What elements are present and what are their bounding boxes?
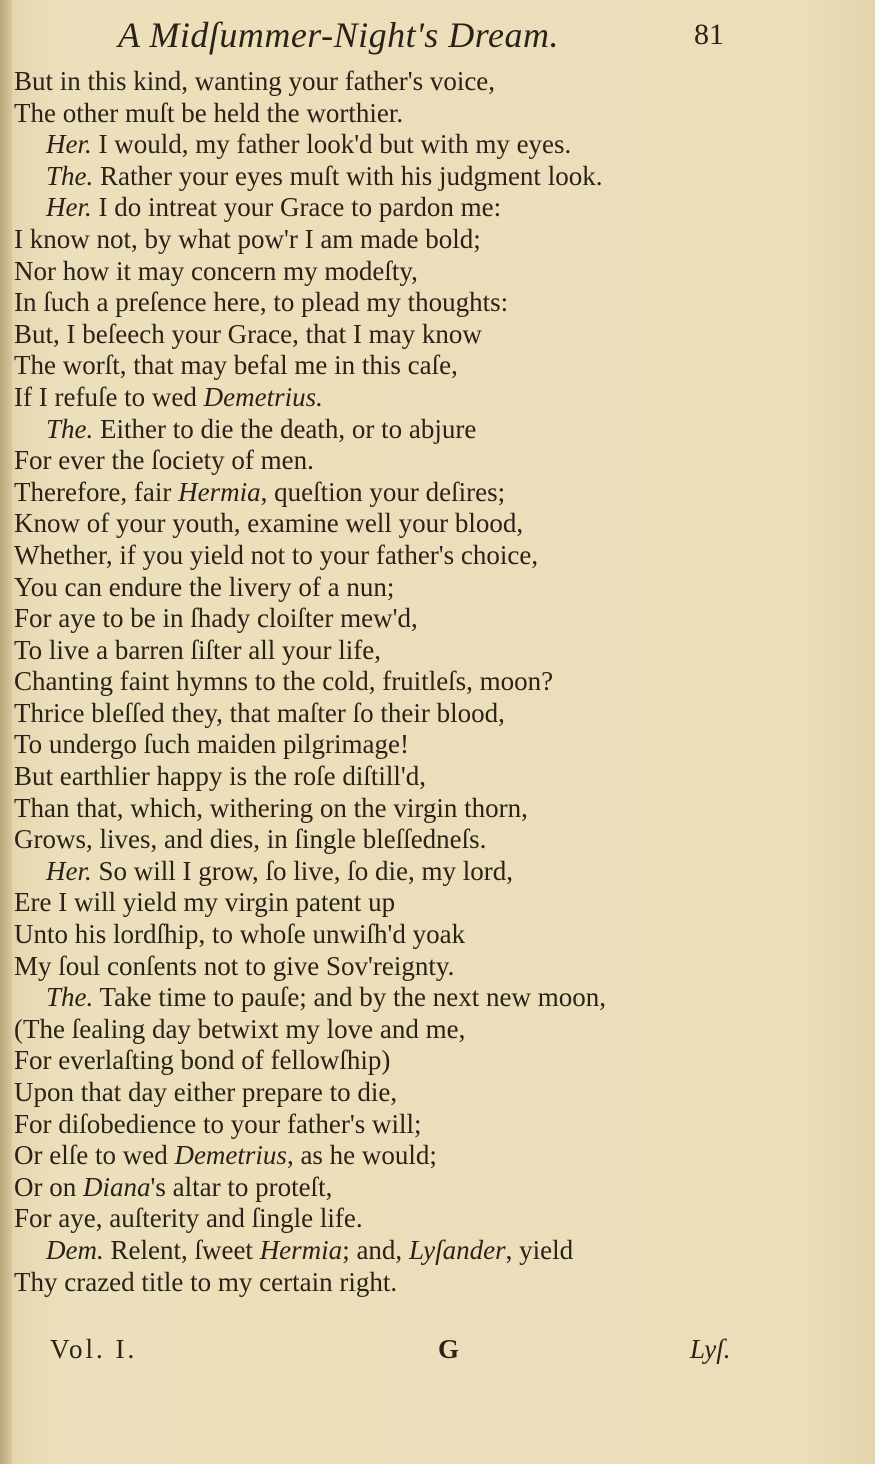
line-text: I know not, by what pow'r I am made bold; [14, 223, 481, 254]
line-text: Know of your youth, examine well your blood, [14, 508, 524, 539]
line-text: Rather your eyes muſt with his judgment look. [93, 160, 603, 191]
line-text: Or elſe to wed [14, 1140, 175, 1171]
line-text: For everlaſting bond of fellowſhip) [14, 1045, 391, 1076]
italic-name: Lyſander [408, 1234, 506, 1265]
line-text: 's altar to proteſt, [150, 1171, 333, 1202]
line-text: To live a barren ſiſter all your life, [14, 634, 381, 665]
verse-line [14, 477, 864, 509]
catchword: Lyſ. [690, 1334, 731, 1364]
verse-line [14, 129, 864, 161]
line-text: In ſuch a preſence here, to plead my thoughts: [14, 287, 509, 318]
verse-line [14, 1014, 864, 1046]
line-text: Upon that day either prepare to die, [14, 1077, 398, 1107]
line-text: I do intreat your Grace to pardon me: [91, 192, 502, 223]
verse-line [14, 256, 864, 288]
verse-line [14, 1203, 864, 1235]
line-text: Thy crazed title to my certain right. [14, 1266, 398, 1297]
verse-line [14, 1140, 864, 1172]
verse-line [14, 729, 864, 761]
verse-line [14, 951, 864, 983]
verse-line [14, 919, 864, 951]
line-text: If I refuſe to wed [14, 381, 204, 412]
verse-line [14, 1172, 864, 1204]
verse-line [14, 224, 864, 256]
line-text: My ſoul conſents not to give Sov'reignty. [14, 950, 455, 981]
line-text: For diſobedience to your father's will; [14, 1108, 422, 1139]
verse-line [14, 414, 864, 446]
line-text: Chanting faint hymns to the cold, fruitleſs, moon? [14, 666, 554, 697]
italic-name: Demetrius [174, 1140, 287, 1171]
italic-name: Demetrius. [203, 381, 323, 412]
line-text: Thrice bleſſed they, that maſter ſo their blood, [14, 697, 505, 728]
line-text: The other muſt be held the worthier. [14, 97, 404, 128]
verse-line [14, 666, 864, 698]
line-text: But in this kind, wanting your father's voice, [14, 66, 496, 96]
line-text: Grows, lives, and dies, in ſingle bleſſedneſs. [14, 824, 487, 855]
line-text: Take time to pauſe; and by the next new moon, [93, 982, 606, 1013]
verse-line [14, 1109, 864, 1141]
verse-line [14, 287, 864, 319]
line-text: , as he would; [286, 1140, 437, 1171]
line-text: For ever the ſociety of men. [14, 445, 314, 476]
verse-line [14, 982, 864, 1014]
page-footer [0, 1334, 875, 1374]
signature-mark: G [438, 1334, 460, 1364]
line-text: Relent, ſweet [103, 1234, 260, 1265]
verse-line [14, 1235, 864, 1267]
play-text [14, 66, 864, 1298]
line-text: Either to die the death, or to abjure [93, 413, 477, 444]
running-title: A Midſummer-Night's Dream. [118, 15, 559, 55]
line-text: The worſt, that may befal me in this caſe, [14, 350, 458, 381]
verse-line [14, 1045, 864, 1077]
line-text: Therefore, fair [14, 476, 179, 507]
speaker-prefix: Dem. [46, 1234, 104, 1265]
verse-line [14, 540, 864, 572]
line-text: But earthlier happy is the roſe diſtill'd, [14, 761, 427, 792]
line-text: You can endure the livery of a nun; [14, 571, 395, 602]
line-text: For aye to be in ſhady cloiſter mew'd, [14, 603, 418, 634]
verse-line [14, 319, 864, 351]
volume-signature: Vol. I. [50, 1334, 138, 1364]
verse-line [14, 698, 864, 730]
italic-name: Hermia [178, 476, 261, 507]
verse-line [14, 887, 864, 919]
speaker-prefix: Her. [46, 855, 92, 886]
line-text: Whether, if you yield not to your father's choice, [14, 539, 539, 570]
verse-line [14, 350, 864, 382]
line-text: ; and, [342, 1234, 409, 1265]
verse-line [14, 98, 864, 130]
speaker-prefix: Her. [46, 192, 92, 223]
line-text: (The ſealing day betwixt my love and me, [14, 1013, 466, 1044]
verse-line [14, 192, 864, 224]
line-text: , yield [505, 1234, 574, 1265]
line-text: Than that, which, withering on the virgin thorn, [14, 792, 528, 823]
verse-line [14, 1077, 864, 1109]
verse-line [14, 603, 864, 635]
line-text: So will I grow, ſo live, ſo die, my lord, [91, 855, 513, 886]
verse-line [14, 66, 864, 98]
verse-line [14, 856, 864, 888]
line-text: Unto his lordſhip, to whoſe unwiſh'd yoak [14, 919, 466, 950]
speaker-prefix: The. [46, 160, 94, 191]
italic-name: Hermia [259, 1234, 343, 1265]
line-text: To undergo ſuch maiden pilgrimage! [14, 729, 410, 760]
verse-line [14, 793, 864, 825]
italic-name: Diana [83, 1171, 151, 1202]
speaker-prefix: Her. [46, 129, 92, 160]
page-gutter [0, 0, 12, 1464]
verse-line [14, 1267, 864, 1299]
verse-line [14, 382, 864, 414]
verse-line [14, 508, 864, 540]
verse-line [14, 635, 864, 667]
page-header [0, 14, 875, 54]
verse-line [14, 445, 864, 477]
verse-line [14, 161, 864, 193]
speaker-prefix: The. [46, 982, 94, 1013]
speaker-prefix: The. [46, 413, 94, 444]
page-number: 81 [694, 18, 724, 51]
line-text: Nor how it may concern my modeſty, [14, 255, 418, 286]
line-text: I would, my father look'd but with my eyes. [91, 129, 572, 160]
verse-line [14, 761, 864, 793]
verse-line [14, 572, 864, 604]
line-text: Or on [14, 1171, 83, 1202]
line-text: For aye, auſterity and ſingle life. [14, 1203, 363, 1234]
verse-line [14, 824, 864, 856]
line-text: But, I beſeech your Grace, that I may know [14, 318, 482, 349]
line-text: Ere I will yield my virgin patent up [14, 887, 396, 918]
line-text: , queſtion your deſires; [260, 476, 506, 507]
